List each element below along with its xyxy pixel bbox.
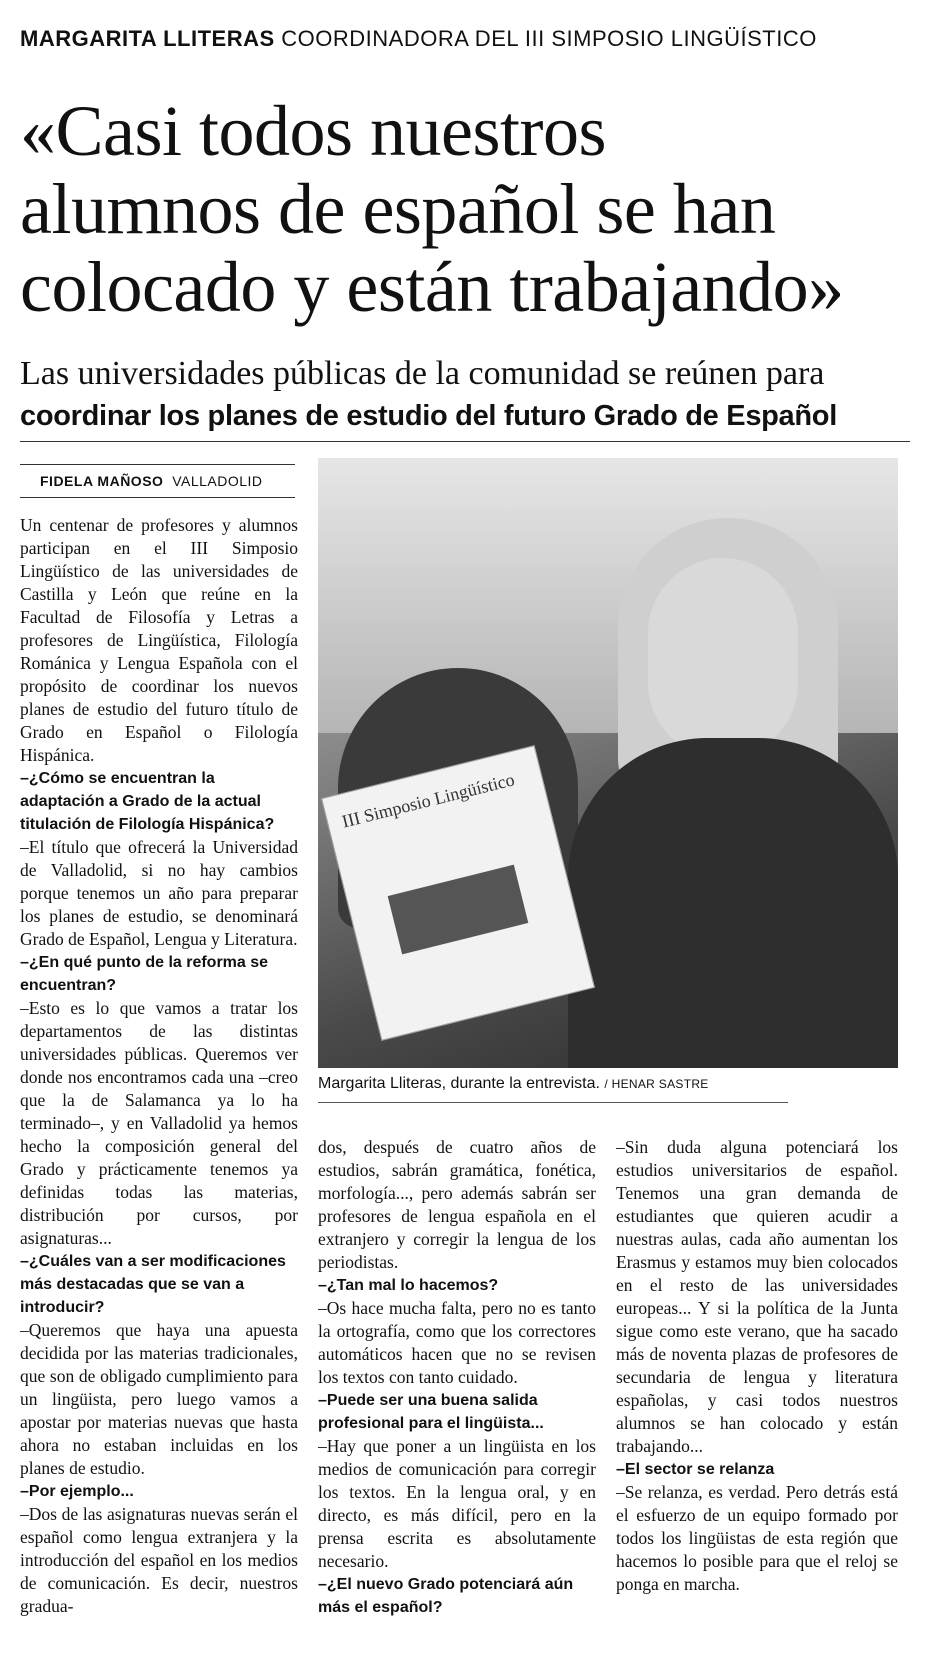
interview-photo (318, 458, 898, 1068)
interview-question: –El sector se relanza (616, 1461, 775, 1478)
headline-line-1: «Casi todos nuestros (20, 91, 607, 171)
interview-question: –¿Cuáles van a ser modificaciones más destacadas que se van a introducir? (20, 1253, 286, 1316)
byline (40, 473, 263, 489)
photo-body (568, 738, 898, 1068)
booklet-text: III Simposio Lingüístico (339, 769, 517, 832)
photo-face (648, 558, 798, 758)
article-column-1 (20, 514, 298, 1674)
subheadline-line-1: Las universidades públicas de la comunidad se reúnen para (20, 355, 825, 392)
photo-caption-text: Margarita Lliteras, durante la entrevista. (318, 1075, 600, 1092)
booklet-graphic (388, 865, 529, 955)
interview-paragraph: Un centenar de profesores y alumnos participan en el III Simposio Lingüístico de las universidades de Castilla y León que reúne en la Facultad de Filosofía y Letras a profesores de Lingüística, Filología Románica y Lengua Española con el propósito de coordinar los nuevos planes de estudio del futuro título de Grado en Español o Filología Hispánica. (20, 515, 298, 765)
kicker (20, 26, 817, 52)
article-column-3 (616, 1136, 898, 1676)
kicker-role: COORDINADORA DEL III SIMPOSIO LINGÜÍSTICO (281, 26, 817, 51)
interview-question: –¿Cómo se encuentran la adaptación a Grado de la actual titulación de Filología Hispánica? (20, 770, 275, 833)
byline-bottom-rule (20, 497, 295, 498)
subheadline-rule (20, 441, 910, 442)
interview-paragraph: –El título que ofrecerá la Universidad de Valladolid, si no hay cambios porque tenemos un año para preparar los planes de estudio, se denominará Grado de Español, Lengua y Literatura. (20, 837, 298, 949)
subheadline-line-2: coordinar los planes de estudio del futuro Grado de Español (20, 400, 837, 432)
photo-credit: / HENAR SASTRE (604, 1077, 709, 1091)
headline-line-2: alumnos de español se han (20, 169, 776, 249)
interview-paragraph: –Os hace mucha falta, pero no es tanto la ortografía, como que los correctores automáticos hacen que no se revisen los textos con tanto cuidado. (318, 1298, 596, 1387)
interview-paragraph: –Sin duda alguna potenciará los estudios universitarios de español. Tenemos una gran demanda de estudiantes que quieren acudir a nuestras aulas, cada año aumentan los Erasmus y estamos muy bien colocados en el resto de las universidades europeas... Y si la política de la Junta sigue como este verano, que ha sacado más de noventa plazas de profesores de secundaria de lengua y literatura españolas, y casi todos nuestros alumnos se han colocado y están trabajando... (616, 1137, 898, 1456)
headline-line-3: colocado y están trabajando» (20, 247, 844, 327)
byline-author: FIDELA MAÑOSO (40, 473, 164, 489)
article-column-2 (318, 1136, 596, 1676)
interview-paragraph: –Hay que poner a un lingüista en los medios de comunicación para corregir los textos. En la lengua oral, y en directo, es más difícil, pero en la prensa escrita es absolutamente necesario. (318, 1436, 596, 1571)
photo-caption (318, 1075, 709, 1093)
byline-top-rule (20, 464, 295, 465)
kicker-name: MARGARITA LLITERAS (20, 26, 275, 51)
interview-question: –¿Tan mal lo hacemos? (318, 1277, 499, 1294)
interview-question: –Puede ser una buena salida profesional para el lingüista... (318, 1392, 544, 1432)
interview-paragraph: –Queremos que haya una apuesta decidida por las materias tradicionales, que son de obligado cumplimiento para un lingüista, pero luego vamos a apostar por materias nuevas que hasta ahora no estaban incluidas en los planes de estudio. (20, 1320, 298, 1478)
interview-paragraph: –Dos de las asignaturas nuevas serán el español como lengua extranjera y la introducción del español en los medios de comunicación. Es decir, nuestros gradua- (20, 1504, 298, 1616)
subheadline (20, 352, 910, 436)
interview-question: –¿En qué punto de la reforma se encuentran? (20, 954, 269, 994)
caption-rule (318, 1102, 788, 1103)
interview-paragraph: dos, después de cuatro años de estudios, sabrán gramática, fonética, morfología..., pero además sabrán ser profesores de lengua española en el extranjero y corregir la lengua de los periodistas. (318, 1137, 596, 1272)
interview-paragraph: –Se relanza, es verdad. Pero detrás está el esfuerzo de un equipo formado por todos los lingüistas de esta región que hacemos lo posible para que el reloj se ponga en marcha. (616, 1482, 898, 1594)
byline-location: VALLADOLID (172, 473, 263, 489)
interview-question: –¿El nuevo Grado potenciará aún más el español? (318, 1576, 574, 1616)
interview-question: –Por ejemplo... (20, 1483, 134, 1500)
interview-paragraph: –Esto es lo que vamos a tratar los departamentos de las distintas universidades públicas. Queremos ver donde nos encontramos cada una –creo que la de Salamanca ya lo ha terminado–, y en Valladolid ya hemos hecho la composición general del Grado y prácticamente tenemos ya definidas todas las materias, distribución por cursos, por asignaturas... (20, 998, 298, 1248)
headline (20, 92, 900, 326)
